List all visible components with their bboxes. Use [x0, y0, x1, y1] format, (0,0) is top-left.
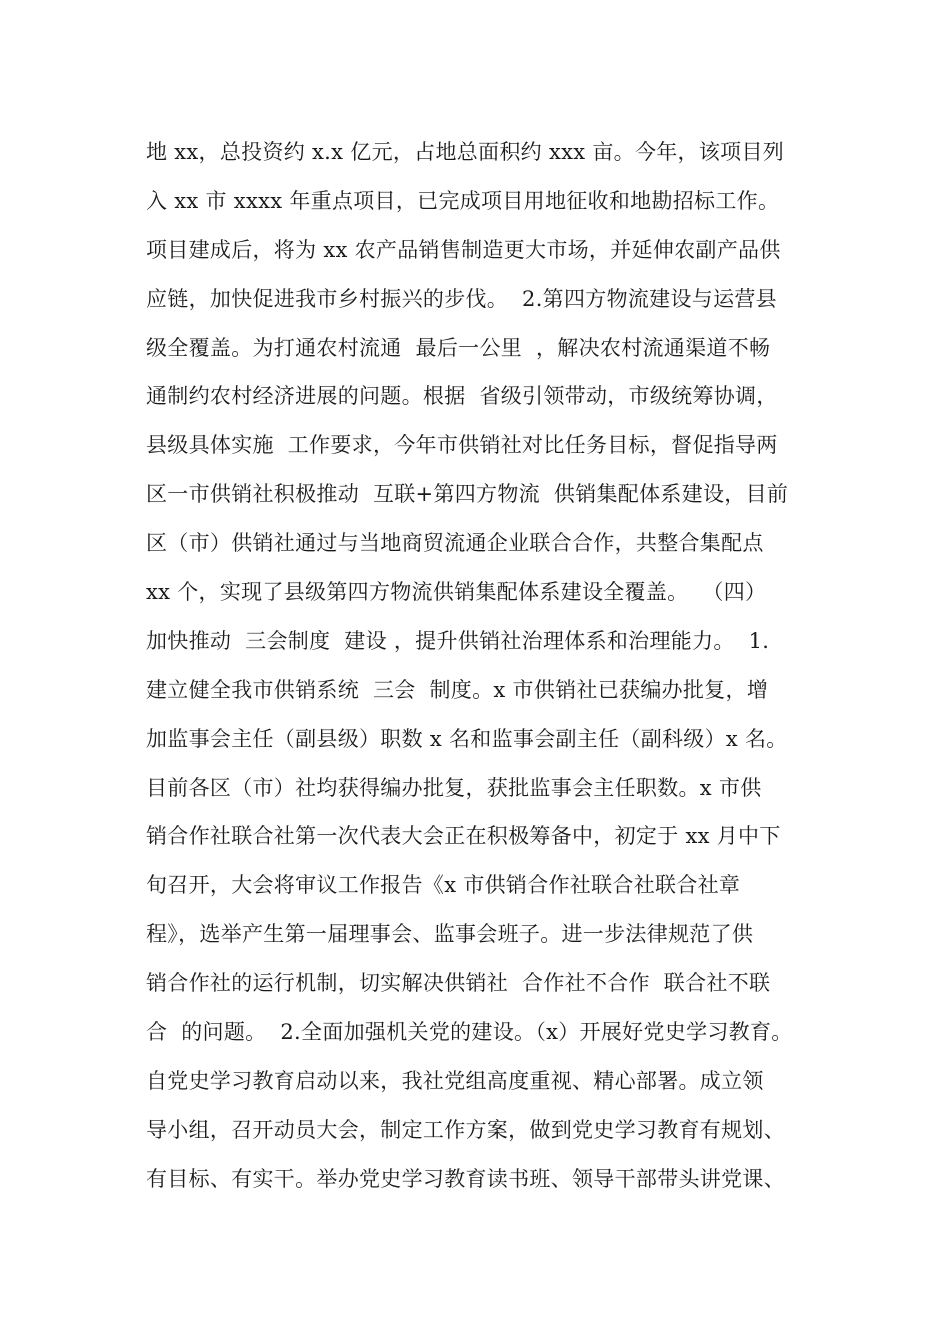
- text-line: 合 的问题。 2.全面加强机关党的建设。（x）开展好党史学习教育。: [146, 1020, 793, 1045]
- text-line: 建立健全我市供销系统 三会 制度。x 市供销社已获编办批复，增: [146, 677, 769, 702]
- text-line: 加快推动 三会制度 建设 ，提升供销社治理体系和治理能力。 1.: [146, 628, 770, 653]
- text-line: 旬召开，大会将审议工作报告《x 市供销合作社联合社联合社章: [146, 873, 741, 898]
- text-line: 加监事会主任（副县级）职数 x 名和监事会副主任（副科级）x 名。: [146, 726, 788, 751]
- body-text: [146, 128, 836, 1204]
- text-line: 级全覆盖。为打通农村流通 最后一公里 ，解决农村流通渠道不畅: [146, 335, 771, 360]
- text-line: 导小组，召开动员大会，制定工作方案，做到党史学习教育有规划、: [146, 1117, 785, 1142]
- text-line: 自党史学习教育启动以来，我社党组高度重视、精心部署。成立领: [146, 1068, 764, 1093]
- text-line: 通制约农村经济进展的问题。根据 省级引领带动，市级统筹协调，: [146, 384, 778, 409]
- text-line: 有目标、有实干。举办党史学习教育读书班、领导干部带头讲党课、: [146, 1166, 785, 1191]
- text-line: 项目建成后，将为 xx 农产品销售制造更大市场，并延伸农副产品供: [146, 237, 781, 262]
- text-line: 地 xx，总投资约 x.x 亿元，占地总面积约 xxx 亩。今年，该项目列: [146, 140, 785, 164]
- text-line: 销合作社联合社第一次代表大会正在积极筹备中，初定于 xx 月中下: [146, 824, 781, 849]
- text-line: 目前各区（市）社均获得编办批复，获批监事会主任职数。x 市供: [146, 775, 762, 800]
- text-line: 区（市）供销社通过与当地商贸流通企业联合合作，共整合集配点: [146, 531, 764, 556]
- text-line: 应链，加快促进我市乡村振兴的步伐。 2.第四方物流建设与运营县: [146, 286, 777, 311]
- text-line: 区一市供销社积极推动 互联+第四方物流 供销集配体系建设，目前: [146, 482, 789, 507]
- text-line: 销合作社的运行机制，切实解决供销社 合作社不合作 联合社不联: [146, 971, 771, 996]
- text-line: 程》，选举产生第一届理事会、监事会班子。进一步法律规范了供: [146, 922, 754, 947]
- text-line: 县级具体实施 工作要求，今年市供销社对比任务目标，督促指导两: [146, 433, 778, 458]
- text-line: xx 个，实现了县级第四方物流供销集配体系建设全覆盖。 （四）: [146, 580, 767, 605]
- text-line: 入 xx 市 xxxx 年重点项目，已完成项目用地征收和地勘招标工作。: [146, 188, 780, 213]
